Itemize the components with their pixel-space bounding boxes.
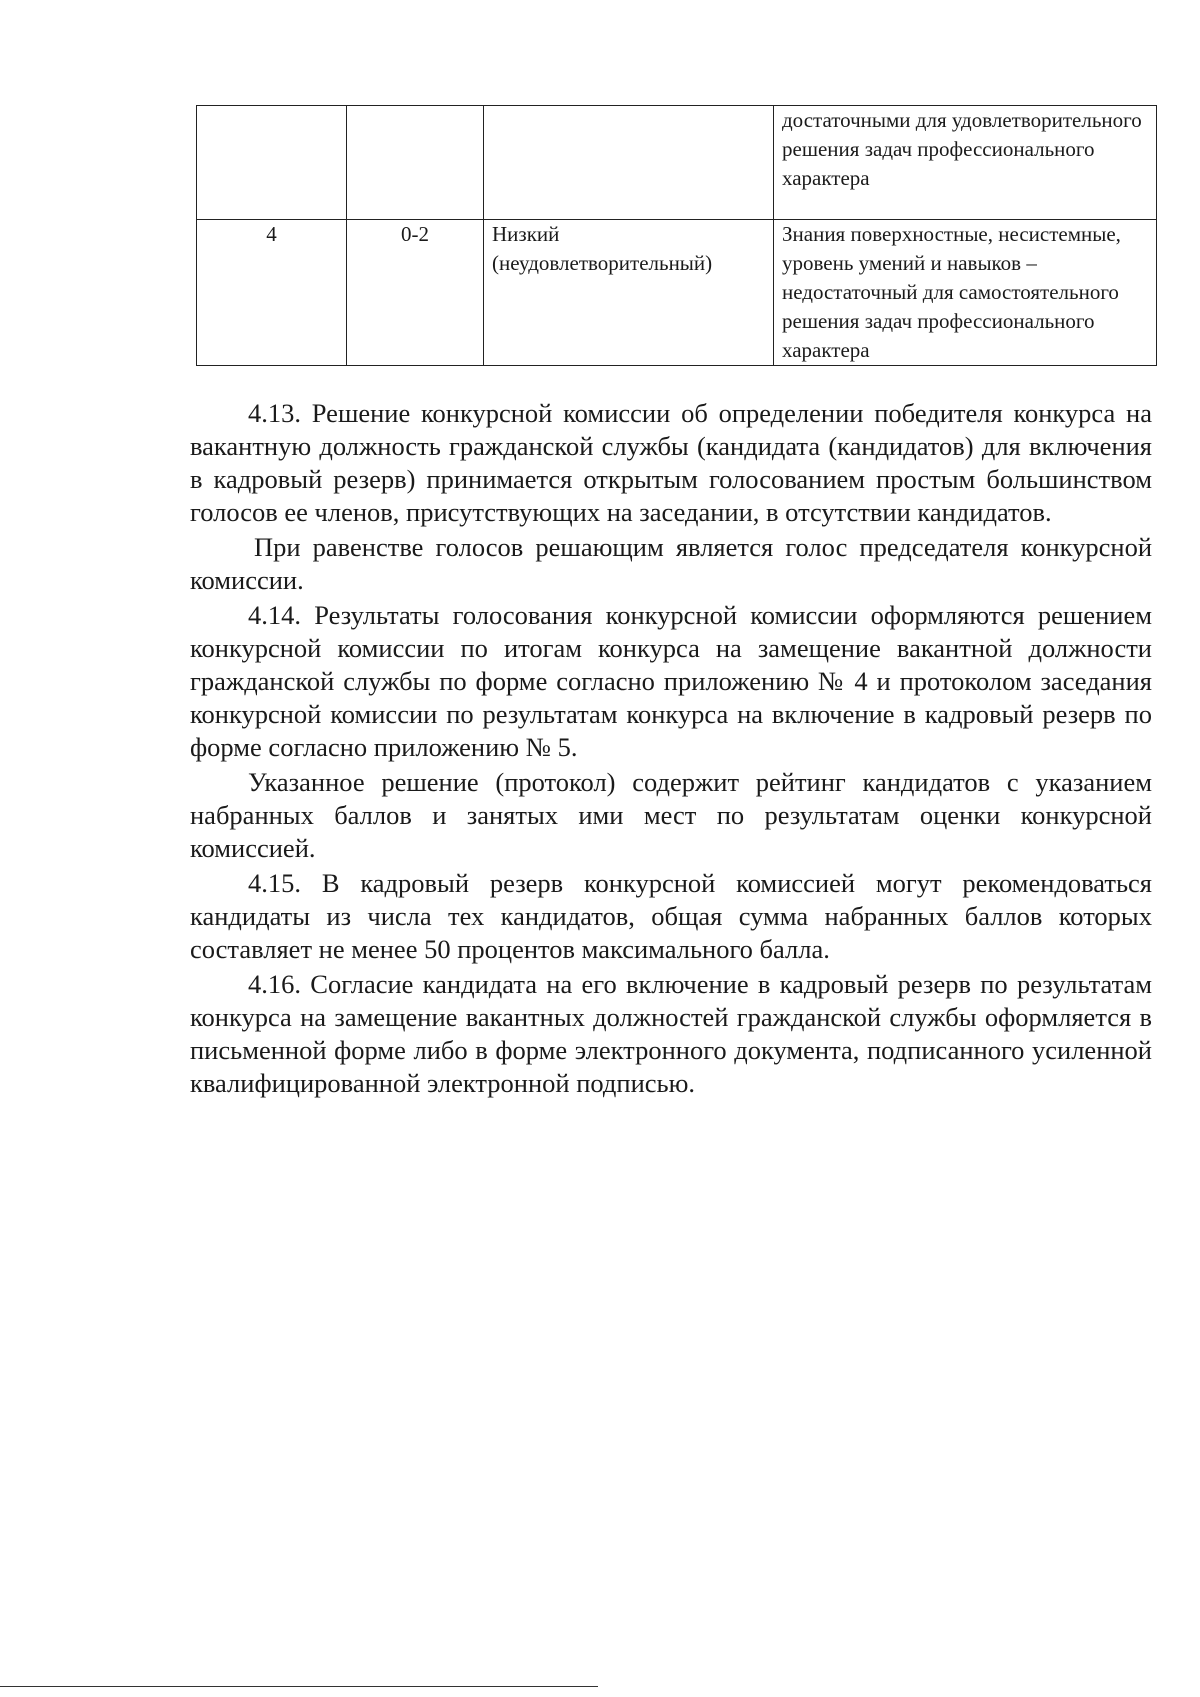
- paragraph-equal-votes: При равенстве голосов решающим является голос председателя конкурсной комиссии.: [190, 532, 1152, 595]
- table-row: [197, 220, 1157, 366]
- footer-rule: [0, 1686, 598, 1687]
- table-cell-number: 4: [197, 220, 347, 366]
- document-body: [190, 397, 1152, 1100]
- table-cell-level: [484, 106, 774, 220]
- assessment-table: [196, 105, 1157, 366]
- table-cell-level: Низкий (неудовлетворительный): [484, 220, 774, 366]
- paragraph-4-15: 4.15. В кадровый резерв конкурсной комиссией могут рекомендоваться кандидаты из числа тех кандидатов, общая сумма набранных баллов которых составляет не менее 50 процентов максимального балла.: [190, 868, 1152, 964]
- paragraph-4-16: 4.16. Согласие кандидата на его включение в кадровый резерв по результатам конкурса на замещение вакантных должностей гражданской службы оформляется в письменной форме либо в форме электронного документа, подписанного усиленной квалифицированной электронной подписью.: [190, 969, 1152, 1098]
- table-cell-points: 0-2: [347, 220, 484, 366]
- table-cell-number: [197, 106, 347, 220]
- table-cell-points: [347, 106, 484, 220]
- paragraph-rating: Указанное решение (протокол) содержит рейтинг кандидатов с указанием набранных баллов и занятых ими мест по результатам оценки конкурсной комиссией.: [190, 767, 1152, 863]
- table-row: [197, 106, 1157, 220]
- paragraph-4-13: 4.13. Решение конкурсной комиссии об определении победителя конкурса на вакантную должность гражданской службы (кандидата (кандидатов) для включения в кадровый резерв) принимается открытым голосованием простым большинством голосов ее членов, присутствующих на заседании, в отсутствии кандидатов.: [190, 398, 1152, 527]
- table-cell-description: Знания поверхностные, несистемные, уровень умений и навыков – недостаточный для самостоятельного решения задач профессионального характера: [774, 220, 1157, 366]
- paragraph-4-14: 4.14. Результаты голосования конкурсной комиссии оформляются решением конкурсной комиссии по итогам конкурса на замещение вакантной должности гражданской службы по форме согласно приложению № 4 и протоколом заседания конкурсной комиссии по результатам конкурса на включение в кадровый резерв по форме согласно приложению № 5.: [190, 600, 1152, 762]
- table-cell-description: достаточными для удовлетворительного решения задач профессионального характера: [774, 106, 1157, 220]
